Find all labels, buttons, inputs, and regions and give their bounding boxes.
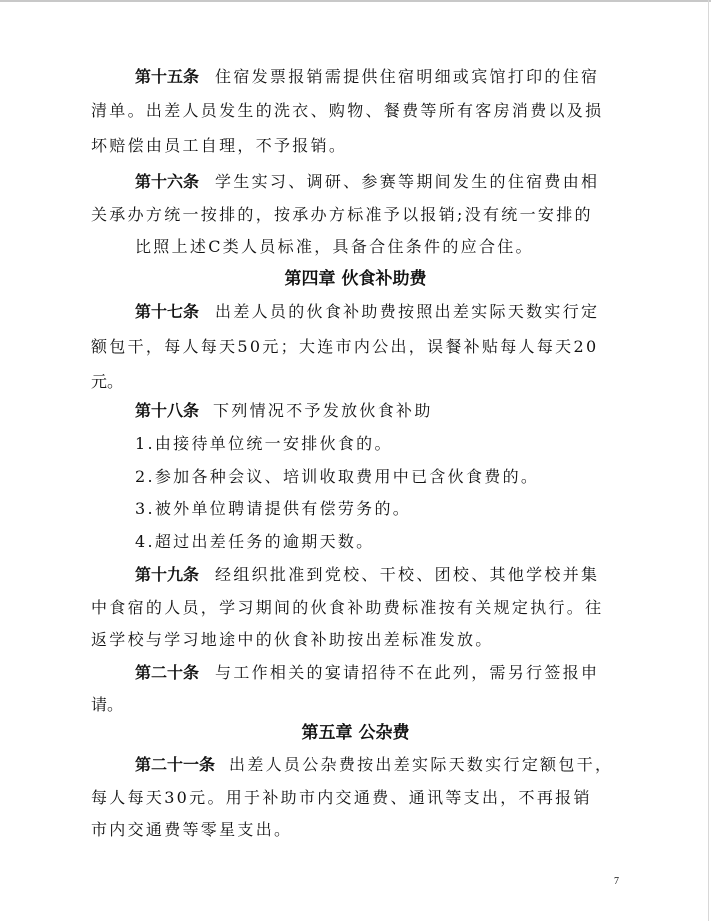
text-line: 出差人员的伙食补助费按照出差实际天数实行定: [215, 302, 600, 321]
text-line: 经组织批准到党校、干校、团校、其他学校并集: [215, 565, 600, 584]
page-number: 7: [614, 876, 619, 887]
chapter-5-heading: 第五章 公杂费: [301, 723, 410, 743]
text-line: 中食宿的人员，学习期间的伙食补助费标准按有关规定执行。往: [91, 598, 604, 617]
article-label: 第十五条: [135, 67, 200, 86]
text-line: 关承办方统一按排的，按承办方标准予以报销;没有统一安排的: [91, 205, 593, 224]
text-line: 每人每天30元。用于补助市内交通费、通讯等支出，不再报销: [91, 788, 592, 807]
article-label: 第二十一条: [135, 755, 216, 774]
text-line: 额包干，每人每天50元；大连市内公出，误餐补贴每人每天20: [91, 337, 599, 356]
page-top-border: [0, 0, 711, 2]
text-line: 元。: [91, 372, 124, 391]
text-line: 比照上述C类人员标准，具备合住条件的应合住。: [135, 237, 534, 256]
text-line: 住宿发票报销需提供住宿明细或宾馆打印的住宿: [215, 67, 600, 86]
text-line: 出差人员公杂费按出差实际天数实行定额包干，: [229, 755, 614, 774]
article-16-line-1: [135, 170, 599, 194]
list-item: 3.被外单位聘请提供有偿劳务的。: [135, 499, 412, 518]
article-15-line-1: [135, 65, 599, 89]
article-label: 第十七条: [135, 302, 200, 321]
article-21-line-1: [135, 753, 613, 777]
list-item: 1.由接待单位统一安排伙食的。: [135, 434, 393, 453]
list-item: 4.超过出差任务的逾期天数。: [135, 532, 375, 551]
article-label: 第十九条: [135, 565, 200, 584]
article-label: 第二十条: [135, 663, 200, 682]
text-line: 下列情况不予发放伙食补助: [213, 401, 433, 420]
text-line: 返学校与学习地途中的伙食补助按出差标准发放。: [91, 630, 494, 649]
article-label: 第十八条: [135, 401, 200, 420]
article-18-line-1: [135, 399, 433, 423]
article-19-line-1: [135, 563, 599, 587]
text-line: 市内交通费等零星支出。: [91, 820, 293, 839]
list-item: 2.参加各种会议、培训收取费用中已含伙食费的。: [135, 467, 540, 486]
text-line: 请。: [91, 695, 124, 714]
article-20-line-1: [135, 661, 599, 685]
page-right-border: [708, 0, 709, 921]
chapter-4-heading: 第四章 伙食补助费: [284, 269, 427, 289]
article-17-line-1: [135, 300, 599, 324]
text-line: 学生实习、调研、参赛等期间发生的住宿费由相: [215, 172, 600, 191]
article-label: 第十六条: [135, 172, 200, 191]
text-line: 与工作相关的宴请招待不在此列，需另行签报申: [215, 663, 600, 682]
text-line: 清单。出差人员发生的洗衣、购物、餐费等所有客房消费以及损: [91, 101, 604, 120]
text-line: 坏赔偿由员工自理，不予报销。: [91, 136, 348, 155]
